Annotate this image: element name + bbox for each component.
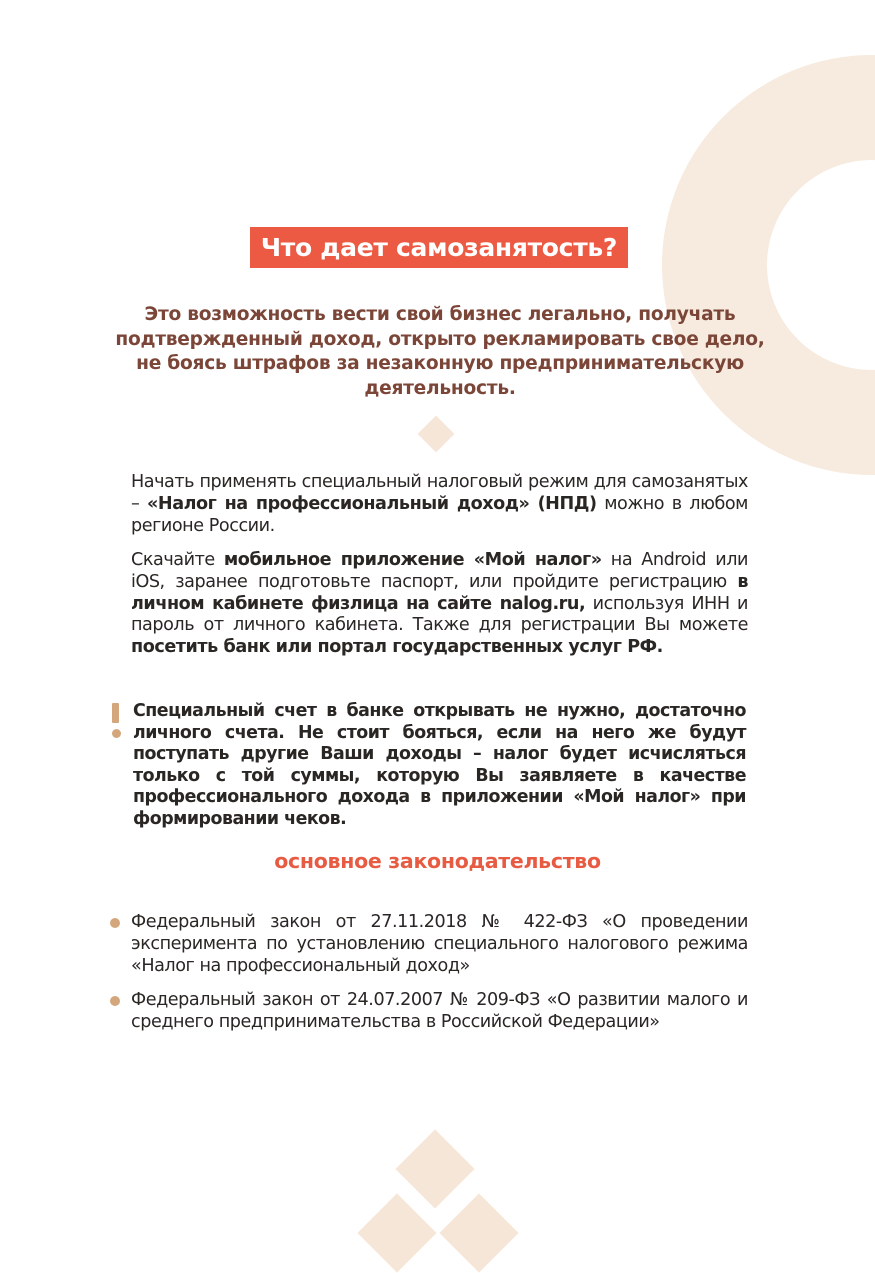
exclamation-icon	[112, 703, 119, 723]
page-title: Что дает самозанятость?	[250, 227, 628, 268]
section-heading: основное законодательство	[274, 849, 601, 873]
paragraph-text: на Android или iOS, заранее подготовьте паспорт, или пройдите регистрацию	[131, 550, 749, 592]
decorative-diamond	[357, 1193, 436, 1272]
list-item	[108, 912, 748, 977]
decorative-diamond	[418, 416, 455, 453]
paragraph-bold: посетить банк или портал государственных услуг РФ.	[131, 637, 663, 658]
law-list	[108, 912, 748, 1047]
paragraph-npd	[131, 472, 748, 537]
paragraph-bold: в личном кабинете физлица на сайте nalog.ru,	[131, 571, 748, 614]
intro-text: Это возможность вести свой бизнес легально, получать подтвержденный доход, открыто рекламировать свое дело, не боясь штрафов за незаконную предпринимательскую деятельность.	[115, 304, 765, 399]
paragraph-text: Скачайте	[131, 550, 224, 570]
decorative-diamond	[439, 1193, 518, 1272]
paragraph-bold: мобильное приложение «Мой налог»	[223, 550, 602, 570]
list-item	[108, 990, 748, 1034]
bullet-icon	[110, 996, 120, 1006]
paragraph-registration	[131, 550, 748, 659]
paragraph-text: используя ИНН и пароль от личного кабинета. Также для регистрации Вы можете	[131, 593, 748, 636]
decorative-diamond	[395, 1129, 474, 1208]
law-text: Федеральный закон от 27.11.2018 № 422-ФЗ «О проведении эксперимента по установлению специального налогового режима «Налог на профессиональный доход»	[131, 912, 748, 976]
paragraph-text: Начать применять специальный налоговый режим для самозанятых –	[131, 472, 748, 514]
paragraph-text: можно в любом регионе России.	[131, 493, 748, 536]
warning-note: Специальный счет в банке открывать не нужно, достаточно личного счета. Не стоит бояться, если на него же будут поступать другие Ваши доходы – налог будет исчисляться только с той суммы, которую Вы заявляете в качестве профессионального дохода в приложении «Мой налог» при формировании чеков.	[133, 701, 746, 829]
exclamation-dot	[112, 729, 121, 738]
decorative-ring	[662, 55, 875, 475]
paragraph-bold: «Налог на профессиональный доход» (НПД)	[147, 493, 597, 514]
bullet-icon	[110, 918, 120, 928]
law-text: Федеральный закон от 24.07.2007 № 209-ФЗ «О развитии малого и среднего предпринимательства в Российской Федерации»	[131, 990, 748, 1033]
